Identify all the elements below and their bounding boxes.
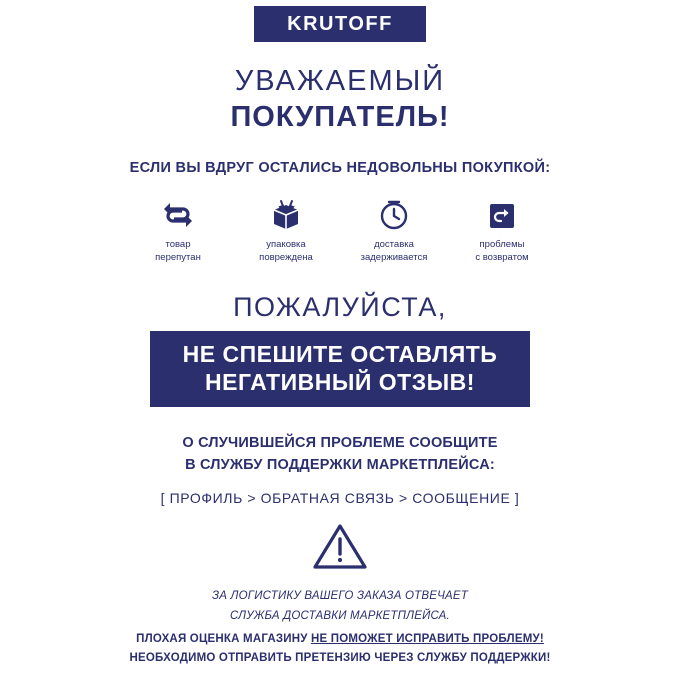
damaged-box-icon [270, 198, 302, 232]
support-instructions [182, 433, 497, 477]
return-box-icon [486, 198, 518, 232]
problem-caption [259, 239, 313, 264]
brand-logo [254, 6, 426, 42]
problem-item-damaged-package [238, 198, 334, 264]
warning-triangle-icon [312, 522, 368, 570]
footer-italic-line-1: ЗА ЛОГИСТИКУ ВАШЕГО ЗАКАЗА ОТВЕЧАЕТ [212, 589, 468, 602]
problem-icons-row [130, 198, 550, 264]
banner-line-1: НЕ СПЕШИТЕ ОСТАВЛЯТЬ [182, 341, 498, 368]
subtitle: ЕСЛИ ВЫ ВДРУГ ОСТАЛИСЬ НЕДОВОЛЬНЫ ПОКУПКОЙ: [129, 160, 551, 177]
problem-caption [361, 239, 428, 264]
support-navigation-path: [ ПРОФИЛЬ > ОБРАТНАЯ СВЯЗЬ > СООБЩЕНИЕ ] [160, 489, 520, 506]
footer-bold-underlined: НЕ ПОМОЖЕТ ИСПРАВИТЬ ПРОБЛЕМУ! [310, 632, 544, 645]
footer-last-line: НЕОБХОДИМО ОТПРАВИТЬ ПРЕТЕНЗИЮ ЧЕРЕЗ СЛУЖБУ ПОДДЕРЖКИ! [129, 651, 551, 664]
problem-item-wrong-product [130, 198, 226, 264]
problem-caption-line-2: повреждена [259, 251, 313, 263]
brand-logo-text: KRUTOFF [287, 12, 393, 35]
footer-notes [129, 586, 550, 664]
problem-caption-line-1: упаковка [266, 239, 306, 251]
warning-banner [150, 331, 530, 407]
problem-caption-line-1: проблемы [479, 239, 525, 251]
footer-bold-prefix: ПЛОХАЯ ОЦЕНКА МАГАЗИНУ [136, 632, 311, 645]
please-text: ПОЖАЛУЙСТА, [233, 292, 447, 323]
title-line-2: ПОКУПАТЕЛЬ! [230, 101, 450, 134]
problem-caption-line-1: товар [165, 239, 191, 251]
footer-italic-line-2: СЛУЖБА ДОСТАВКИ МАРКЕТПЛЕЙСА. [230, 609, 450, 622]
support-line-1: О СЛУЧИВШЕЙСЯ ПРОБЛЕМЕ СООБЩИТЕ [182, 435, 498, 452]
problem-caption-line-2: с возвратом [475, 251, 529, 263]
problem-item-delivery-delay [346, 198, 442, 264]
problem-caption [155, 239, 201, 264]
footer-bold-line [129, 633, 550, 645]
problem-caption-line-2: перепутан [155, 251, 201, 263]
problem-caption [475, 239, 528, 264]
banner-line-2: НЕГАТИВНЫЙ ОТЗЫВ! [205, 369, 475, 396]
support-line-2: В СЛУЖБУ ПОДДЕРЖКИ МАРКЕТПЛЕЙСА: [185, 456, 495, 473]
title-line-1: УВАЖАЕМЫЙ [234, 65, 446, 97]
swap-arrows-icon [161, 198, 195, 232]
page-title [230, 64, 449, 134]
problem-caption-line-1: доставка [374, 239, 414, 251]
problem-caption-line-2: задерживается [360, 251, 428, 263]
problem-item-return-issue [454, 198, 550, 264]
clock-icon [378, 198, 410, 232]
